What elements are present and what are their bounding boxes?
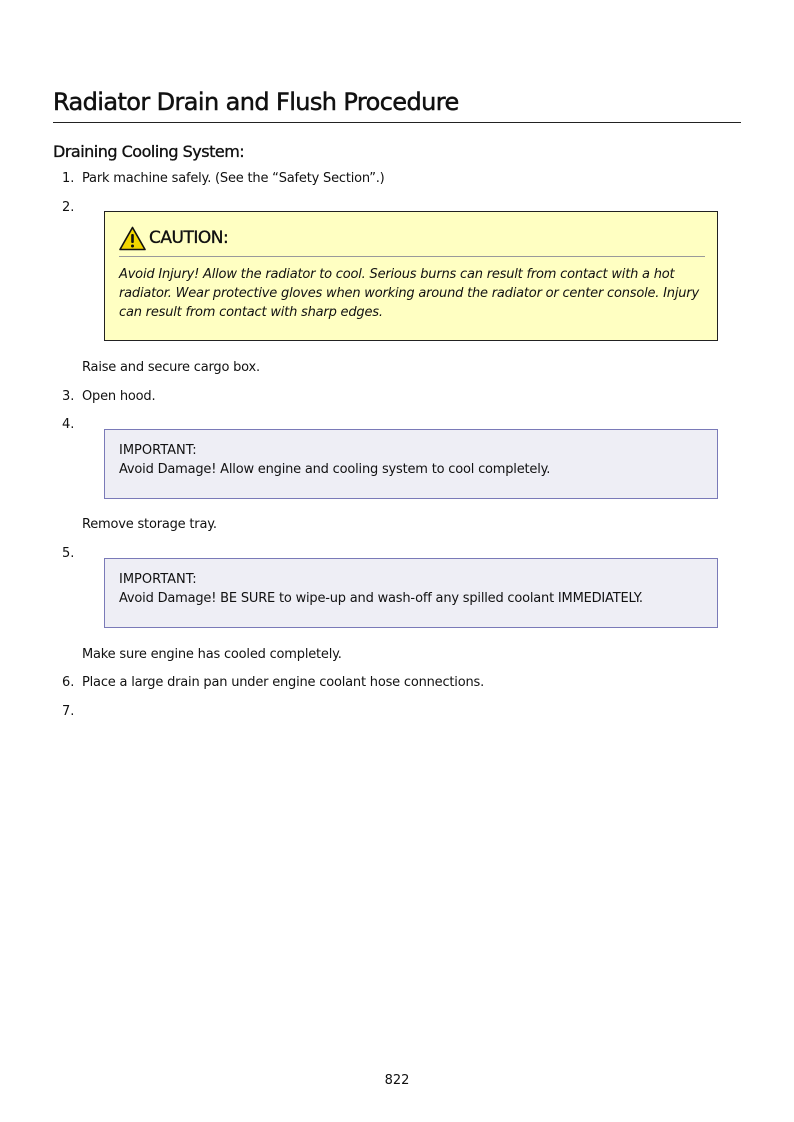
page-title: Radiator Drain and Flush Procedure	[53, 88, 459, 116]
caution-label: CAUTION:	[149, 228, 229, 248]
step-text: Place a large drain pan under engine coolant hose connections.	[82, 675, 485, 690]
important-label: IMPORTANT:	[119, 443, 197, 458]
step-text: Open hood.	[82, 389, 156, 404]
step-number: 2.	[62, 200, 75, 215]
important-note	[104, 429, 718, 499]
caution-header	[119, 226, 705, 257]
important-text: Avoid Damage! BE SURE to wipe-up and wash-off any spilled coolant IMMEDIATELY.	[119, 591, 643, 606]
caution-text: Avoid Injury! Allow the radiator to cool. Serious burns can result from contact with a hot radiator. Wear protective gloves when working around the radiator or center console. Injury can result from contact with sharp edges.	[119, 267, 699, 320]
section-heading: Draining Cooling System:	[53, 142, 245, 161]
step-text: Remove storage tray.	[82, 517, 217, 532]
important-note	[104, 558, 718, 628]
warning-triangle-icon	[119, 226, 146, 251]
important-text: Avoid Damage! Allow engine and cooling system to cool completely.	[119, 462, 551, 477]
step-number: 5.	[62, 546, 75, 561]
step-text: Make sure engine has cooled completely.	[82, 647, 342, 662]
caution-box	[104, 211, 718, 341]
step-text: Raise and secure cargo box.	[82, 360, 260, 375]
page-number: 822	[384, 1073, 410, 1088]
step-number: 4.	[62, 417, 75, 432]
step-number: 6.	[62, 675, 75, 690]
title-divider	[53, 122, 741, 123]
step-text: Park machine safely. (See the “Safety Section”.)	[82, 171, 385, 186]
step-number: 1.	[62, 171, 75, 186]
important-label: IMPORTANT:	[119, 572, 197, 587]
step-number: 3.	[62, 389, 75, 404]
step-number: 7.	[62, 704, 75, 719]
